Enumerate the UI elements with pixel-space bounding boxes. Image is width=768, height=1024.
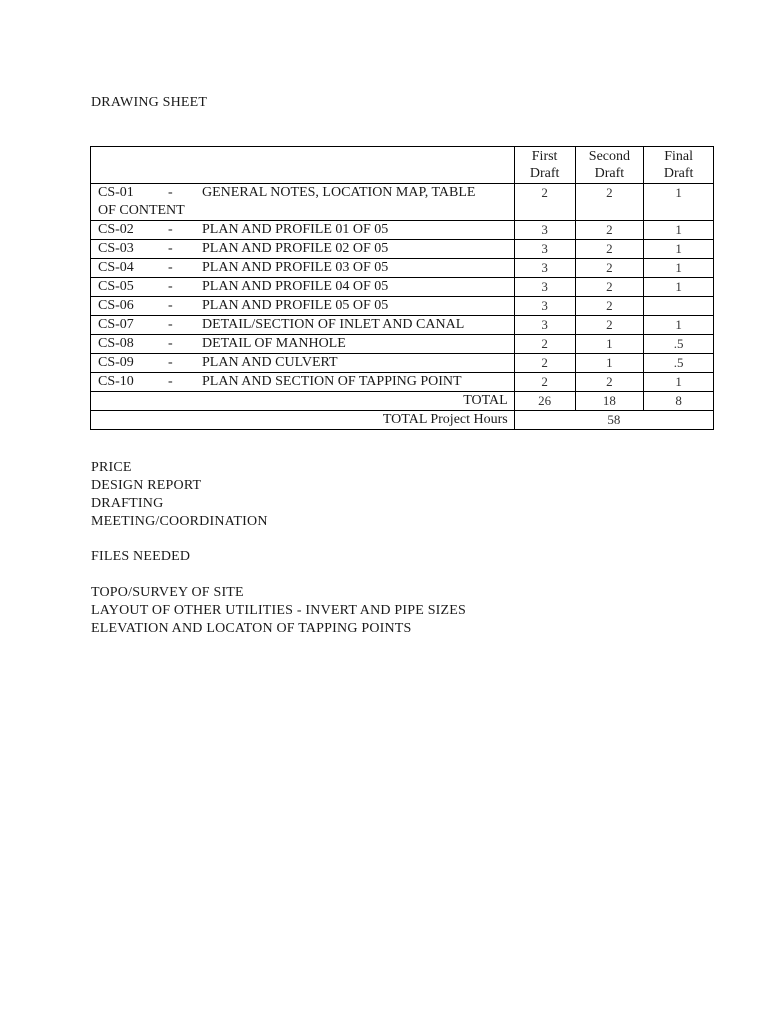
second-draft-value: 2: [575, 221, 644, 240]
header-final-line1: Final: [664, 149, 694, 164]
final-draft-value: 1: [644, 278, 714, 297]
sheet-title: DETAIL OF MANHOLE: [202, 336, 346, 351]
table-row: [91, 297, 714, 316]
project-total-label: TOTAL Project Hours: [91, 411, 515, 430]
first-draft-value: 3: [514, 240, 575, 259]
total-second-draft: 18: [575, 392, 644, 411]
total-label: TOTAL: [91, 392, 515, 411]
second-draft-value: 1: [575, 354, 644, 373]
row-description: [91, 240, 515, 259]
header-first-line2: Draft: [529, 166, 560, 181]
files-heading: FILES NEEDED: [91, 549, 191, 564]
total-first-draft: 26: [514, 392, 575, 411]
final-draft-value: 1: [644, 184, 714, 221]
sheet-code: CS-04: [98, 260, 134, 275]
final-draft-value: 1: [644, 259, 714, 278]
sheet-dash: -: [168, 298, 173, 313]
first-draft-value: 3: [514, 297, 575, 316]
sheet-dash: -: [168, 355, 173, 370]
sheet-code: CS-09: [98, 355, 134, 370]
first-draft-value: 3: [514, 278, 575, 297]
spacer: [91, 566, 466, 584]
first-draft-value: 2: [514, 373, 575, 392]
table-row: [91, 278, 714, 297]
files-item: ELEVATION AND LOCATON OF TAPPING POINTS: [91, 621, 412, 636]
header-second-line1: Second: [588, 149, 630, 164]
table-row: [91, 335, 714, 354]
files-item: TOPO/SURVEY OF SITE: [91, 585, 244, 600]
sheet-title: DETAIL/SECTION OF INLET AND CANAL: [202, 317, 465, 332]
final-draft-value: 1: [644, 373, 714, 392]
sheet-code: CS-03: [98, 241, 134, 256]
sheet-dash: -: [168, 241, 173, 256]
table-header-row: [91, 147, 714, 184]
sheet-dash: -: [168, 185, 173, 200]
second-draft-value: 2: [575, 259, 644, 278]
table-row: [91, 259, 714, 278]
row-description: [91, 373, 515, 392]
sheet-code: CS-02: [98, 222, 134, 237]
sheet-title: PLAN AND PROFILE 04 OF 05: [202, 279, 389, 294]
sheet-dash: -: [168, 336, 173, 351]
first-draft-value: 3: [514, 316, 575, 335]
total-row: [91, 392, 714, 411]
row-description: [91, 184, 515, 221]
first-draft-value: 2: [514, 354, 575, 373]
header-second-line2: Draft: [594, 166, 625, 181]
second-draft-value: 2: [575, 240, 644, 259]
header-final-draft: [644, 147, 714, 184]
total-final-draft: 8: [644, 392, 714, 411]
row-description: [91, 354, 515, 373]
sheet-title: GENERAL NOTES, LOCATION MAP, TABLE: [202, 185, 476, 200]
table-row: [91, 354, 714, 373]
table-row: [91, 240, 714, 259]
final-draft-value: 1: [644, 316, 714, 335]
sheet-code: CS-06: [98, 298, 134, 313]
second-draft-value: 2: [575, 278, 644, 297]
sheet-title-continued: OF CONTENT: [98, 203, 185, 218]
final-draft-value: 1: [644, 240, 714, 259]
first-draft-value: 2: [514, 184, 575, 221]
price-item: DESIGN REPORT: [91, 478, 202, 493]
sheet-code: CS-08: [98, 336, 134, 351]
final-draft-value: [644, 297, 714, 316]
final-draft-value: .5: [644, 354, 714, 373]
row-description: [91, 278, 515, 297]
sheet-code: CS-05: [98, 279, 134, 294]
sheet-code: CS-10: [98, 374, 134, 389]
sheet-dash: -: [168, 374, 173, 389]
final-draft-value: .5: [644, 335, 714, 354]
sheet-title: PLAN AND PROFILE 03 OF 05: [202, 260, 389, 275]
drawing-sheet-table: [90, 146, 714, 430]
header-first-draft: [514, 147, 575, 184]
second-draft-value: 2: [575, 297, 644, 316]
second-draft-value: 1: [575, 335, 644, 354]
table-row: [91, 316, 714, 335]
sheet-code: CS-01: [98, 185, 134, 200]
sheet-dash: -: [168, 222, 173, 237]
header-first-line1: First: [531, 149, 558, 164]
final-draft-value: 1: [644, 221, 714, 240]
second-draft-value: 2: [575, 373, 644, 392]
row-description: [91, 316, 515, 335]
second-draft-value: 2: [575, 316, 644, 335]
first-draft-value: 3: [514, 221, 575, 240]
first-draft-value: 2: [514, 335, 575, 354]
table-row: [91, 221, 714, 240]
table-row: [91, 184, 714, 221]
price-section: [91, 459, 268, 531]
row-description: [91, 259, 515, 278]
files-item: LAYOUT OF OTHER UTILITIES - INVERT AND PIPE SIZES: [91, 603, 467, 618]
header-final-line2: Draft: [663, 166, 694, 181]
price-item: MEETING/COORDINATION: [91, 514, 268, 529]
page-title: DRAWING SHEET: [91, 95, 208, 110]
files-section: [91, 548, 466, 638]
second-draft-value: 2: [575, 184, 644, 221]
price-heading: PRICE: [91, 460, 132, 475]
project-total-value: 58: [514, 411, 713, 430]
header-second-draft: [575, 147, 644, 184]
sheet-dash: -: [168, 279, 173, 294]
sheet-title: PLAN AND CULVERT: [202, 355, 338, 370]
header-blank-cell: [91, 147, 515, 184]
sheet-dash: -: [168, 317, 173, 332]
row-description: [91, 335, 515, 354]
row-description: [91, 221, 515, 240]
sheet-title: PLAN AND SECTION OF TAPPING POINT: [202, 374, 462, 389]
row-description: [91, 297, 515, 316]
table-row: [91, 373, 714, 392]
sheet-dash: -: [168, 260, 173, 275]
first-draft-value: 3: [514, 259, 575, 278]
project-total-row: [91, 411, 714, 430]
sheet-title: PLAN AND PROFILE 05 OF 05: [202, 298, 389, 313]
sheet-title: PLAN AND PROFILE 01 OF 05: [202, 222, 389, 237]
sheet-title: PLAN AND PROFILE 02 OF 05: [202, 241, 389, 256]
price-item: DRAFTING: [91, 496, 164, 511]
sheet-code: CS-07: [98, 317, 134, 332]
